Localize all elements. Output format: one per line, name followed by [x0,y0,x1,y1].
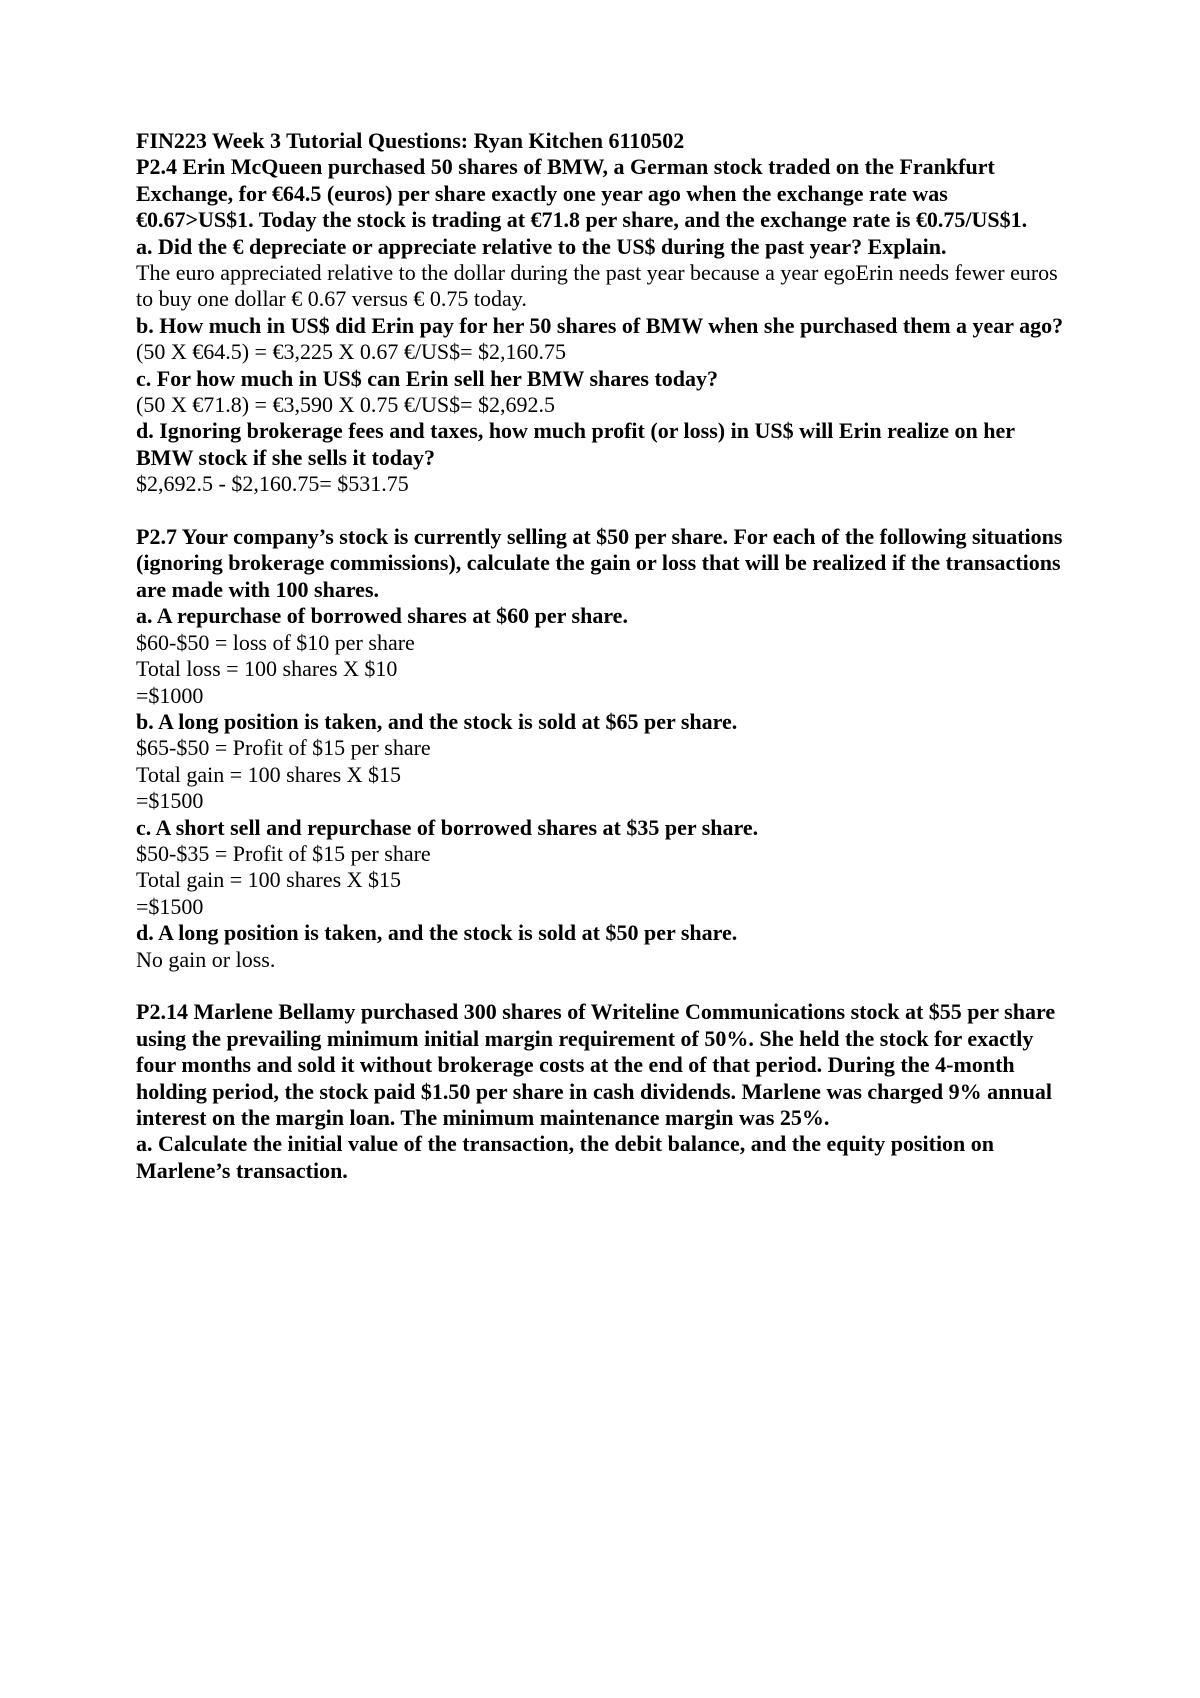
problem-2-4-part-c-answer: (50 X €71.8) = €3,590 X 0.75 €/US$= $2,692.5 [136,392,555,418]
problem-2-7-part-c-answer-line-2: Total gain = 100 shares X $15 [136,867,402,893]
problem-2-4-part-a-question: a. Did the € depreciate or appreciate relative to the US$ during the past year? Explain. [136,233,947,259]
problem-2-4-part-d-question: d. Ignoring brokerage fees and taxes, how much profit (or loss) in US$ will Erin realize on her BMW stock if she sells it today? [136,418,1021,470]
problem-2-7-part-c-question: c. A short sell and repurchase of borrowed shares at $35 per share. [136,814,759,840]
problem-2-7-part-b-answer-line-2: Total gain = 100 shares X $15 [136,761,402,787]
problem-2-7-part-c-answer-line-1: $50-$35 = Profit of $15 per share [136,840,431,866]
problem-2-4-part-b-question: b. How much in US$ did Erin pay for her 50 shares of BMW when she purchased them a year ago? [136,312,1064,338]
problem-2-4-part-a-answer: The euro appreciated relative to the dollar during the past year because a year egoErin needs fewer euros to buy one dollar € 0.67 versus € 0.75 today. [136,260,1064,312]
document-title: FIN223 Week 3 Tutorial Questions: Ryan Kitchen 6110502 [136,128,685,153]
problem-2-7-part-b-question: b. A long position is taken, and the stock is sold at $65 per share. [136,708,738,734]
problem-2-7-intro: P2.7 Your company’s stock is currently selling at $50 per share. For each of the following situations (ignoring brokerage commissions), calculate the gain or loss that will be realized if the transactions are made with 100 shares. [136,524,1068,602]
problem-2-7-part-b-answer-line-3: =$1500 [136,788,204,814]
problem-2-7-part-a-answer-line-1: $60-$50 = loss of $10 per share [136,629,415,655]
problem-2-4-intro: P2.4 Erin McQueen purchased 50 shares of BMW, a German stock traded on the Frankfurt Exchange, for €64.5 (euros) per share exactly one year ago when the exchange rate was €0.67>US$1. Today the stock is trading at €71.8 per share, and the exchange rate is €0.75/US$1. [136,154,1028,233]
problem-2-7-part-b-answer-line-1: $65-$50 = Profit of $15 per share [136,735,431,761]
problem-2-7-part-a-answer-line-3: =$1000 [136,682,204,708]
problem-2-7-part-d-question: d. A long position is taken, and the stock is sold at $50 per share. [136,920,738,946]
blank-line [136,498,1069,524]
problem-2-7-part-a-answer-line-2: Total loss = 100 shares X $10 [136,656,398,682]
problem-2-14-intro: P2.14 Marlene Bellamy purchased 300 shares of Writeline Communications stock at $55 per share using the prevailing minimum initial margin requirement of 50%. She held the stock for exactly four months and sold it without brokerage costs at the end of that period. During the 4-month holding period, the stock paid $1.50 per share in cash dividends. Marlene was charged 9% annual interest on the margin loan. The minimum maintenance margin was 25%. [136,999,1061,1130]
problem-2-4-part-b-answer: (50 X €64.5) = €3,225 X 0.67 €/US$= $2,160.75 [136,339,566,365]
problem-2-4-part-c-question: c. For how much in US$ can Erin sell her BMW shares today? [136,365,719,391]
problem-2-4-part-d-answer: $2,692.5 - $2,160.75= $531.75 [136,471,409,497]
problem-2-7-part-a-question: a. A repurchase of borrowed shares at $60 per share. [136,603,628,629]
problem-2-7-part-d-answer: No gain or loss. [136,946,276,972]
blank-line [136,973,1069,999]
problem-2-7-part-c-answer-line-3: =$1500 [136,893,204,919]
document-page [136,128,1069,1184]
problem-2-14-part-a-question: a. Calculate the initial value of the transaction, the debit balance, and the equity position on Marlene’s transaction. [136,1131,1000,1183]
